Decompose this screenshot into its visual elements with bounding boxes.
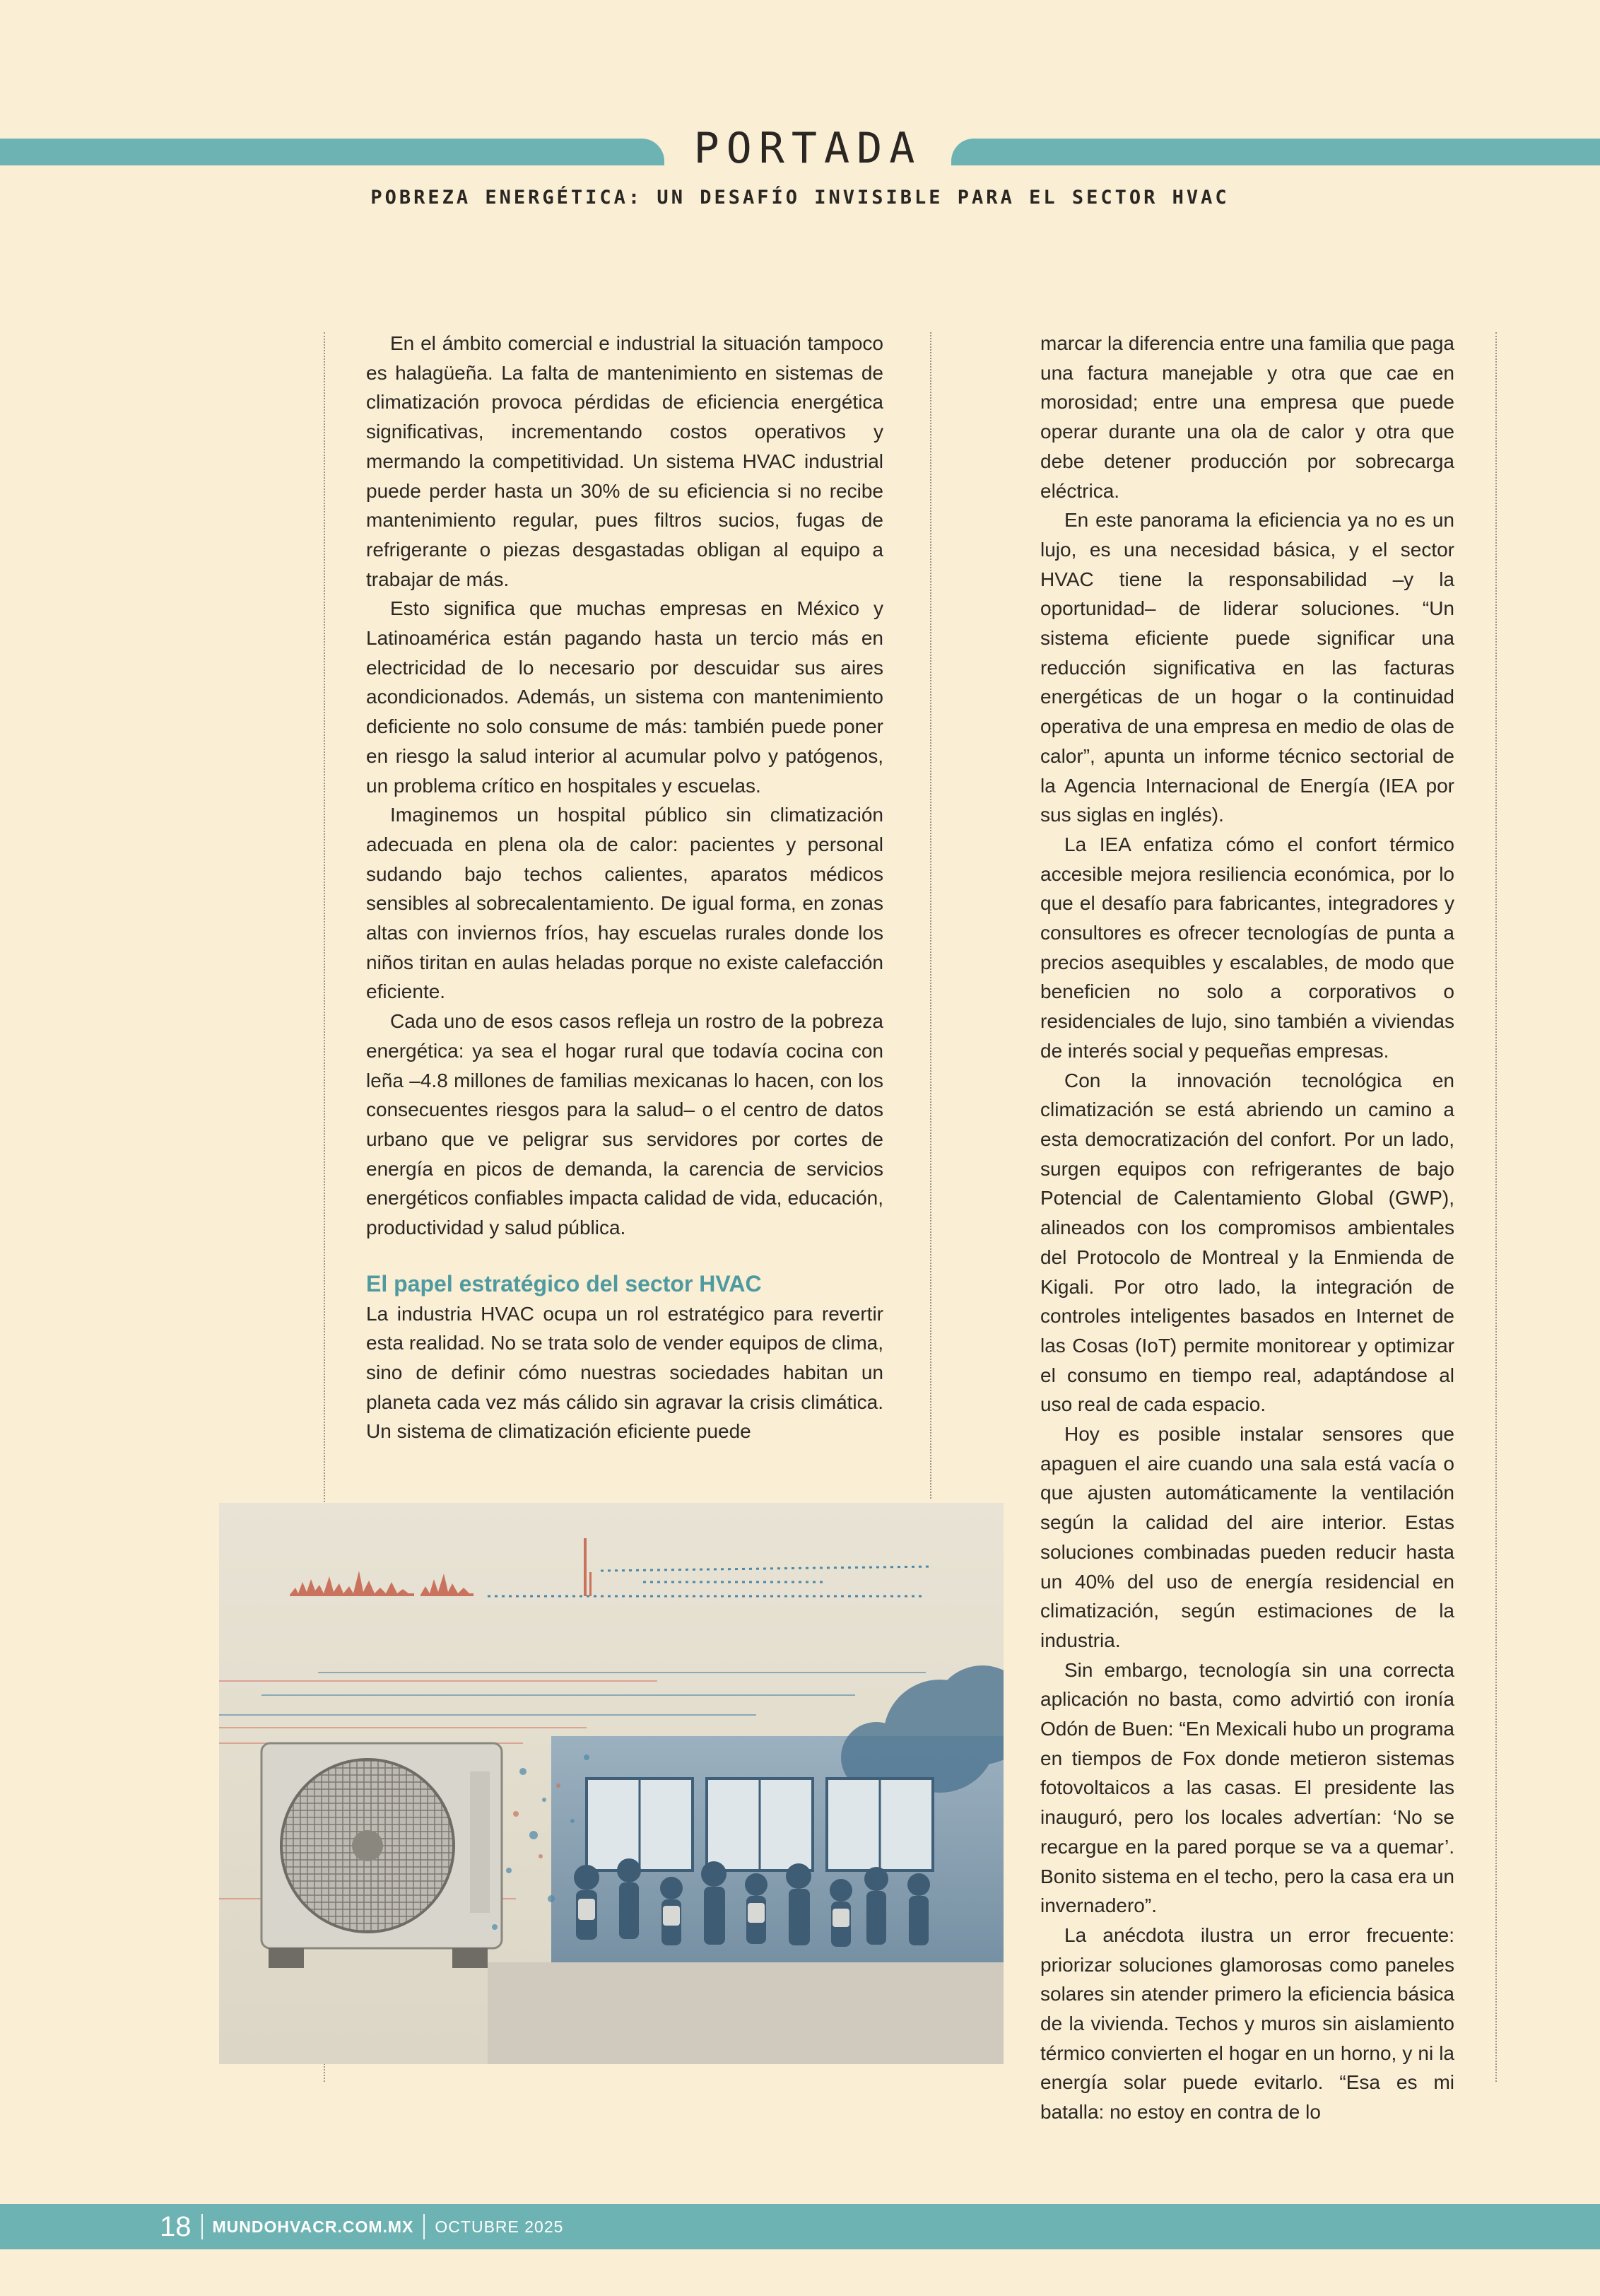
paragraph: Esto significa que muchas empresas en México y Latinoamérica están pagando hasta un tercio más en electricidad de lo necesario por descuidar sus aires acondicionados. Además, un sistema con mantenimiento deficiente no solo consume de más: también puede poner en riesgo la salud interior al acumular polvo y patógenos, un problema crítico en hospitales y escuelas. [366, 597, 883, 797]
article-column-right [1040, 329, 1454, 2127]
ac-unit [261, 1743, 502, 1968]
paragraph: Sin embargo, tecnología sin una correcta aplicación no basta, como advirtió con ironía Odón de Buen: “En Mexicali hubo un programa en tiempos de Fox donde metieron sistemas fotovoltaicos a las casas. El presidente las inauguró, pero los locales advertían: ‘No se recargue en la pared porque se va a quemar’. Bonito sistema en el techo, pero la casa era un invernadero”. [1040, 1658, 1454, 1917]
page-footer [160, 2204, 563, 2249]
header-band-right [951, 139, 1600, 165]
site-link[interactable]: MUNDOHVACR.COM.MX [212, 2217, 414, 2236]
paragraph: En este panorama la eficiencia ya no es un lujo, es una necesidad básica, y el sector HVAC tiene la responsabilidad –y la oportunidad– de liderar soluciones. “Un sistema eficiente puede significar una reducción significativa en las facturas energéticas de un hogar o la continuidad operativa de una empresa en medio de olas de calor”, apunta un informe técnico sectorial de la Agencia Internacional de Energía (IEA por sus siglas en inglés). [1040, 509, 1454, 826]
article-subtitle: POBREZA ENERGÉTICA: UN DESAFÍO INVISIBLE PARA EL SECTOR HVAC [370, 187, 1230, 209]
footer-divider [423, 2214, 425, 2239]
page-number: 18 [160, 2210, 192, 2242]
column-rule-right [1495, 332, 1497, 2082]
footer-divider [201, 2214, 203, 2239]
article-column-left [366, 329, 883, 1446]
column-rule-middle [930, 332, 931, 1499]
paragraph: En el ámbito comercial e industrial la situación tampoco es halagüeña. La falta de mantenimiento en sistemas de climatización provoca pérdidas de eficiencia energética significativas, incrementando costos operativos y mermando la competitividad. Un sistema HVAC industrial puede perder hasta un 30% de su eficiencia si no recibe mantenimiento regular, pues filtros sucios, fugas de refrigerante o piezas desgastadas obligan al equipo a trabajar de más. [366, 332, 883, 590]
paragraph: Hoy es posible instalar sensores que apaguen el aire cuando una sala está vacía o que ajusten automáticamente la ventilación según la calidad del aire interior. Estas soluciones combinadas pueden reducir hasta un 40% del uso de energía residencial en climatización, según estimaciones de la industria. [1040, 1423, 1454, 1651]
paragraph: La IEA enfatiza cómo el confort térmico accesible mejora resiliencia económica, por lo que el desafío para fabricantes, integradores y consultores es ofrecer tecnologías de punta a precios asequibles y escalables, de modo que beneficien no solo a corporativos o residenciales de lujo, sino también a viviendas de interés social y pequeñas empresas. [1040, 833, 1454, 1062]
paragraph: Cada uno de esos casos refleja un rostro de la pobreza energética: ya sea el hogar rural que todavía cocina con leña –4.8 millones de familias mexicanas lo hacen, con los consecuentes riesgos para la salud– o el centro de datos urbano que ve peligrar sus servidores por cortes de energía en picos de demanda, la carencia de servicios energéticos confiables impacta calidad de vida, educación, productividad y salud pública. [366, 1010, 883, 1239]
issue-date: OCTUBRE 2025 [435, 2217, 564, 2236]
header-band-left [0, 139, 664, 165]
paragraph: Con la innovación tecnológica en climatización se está abriendo un camino a esta democratización del confort. Por un lado, surgen equipos con refrigerantes de bajo Potencial de Calentamiento Global (GWP), alineados con los compromisos ambientales del Protocolo de Montreal y la Enmienda de Kigali. Por otro lado, la integración de controles inteligentes basados en Internet de las Cosas (IoT) permite monitorear y optimizar el consumo en tiempo real, adaptándose al uso real de cada espacio. [1040, 1069, 1454, 1416]
illustration-ac-unit-children [219, 1503, 1004, 2064]
section-title: PORTADA [693, 124, 922, 173]
section-heading: El papel estratégico del sector HVAC [366, 1270, 762, 1296]
paragraph: La industria HVAC ocupa un rol estratégico para revertir esta realidad. No se trata solo de vender equipos de clima, sino de definir cómo nuestras sociedades habitan un planeta cada vez más cálido sin agravar la crisis climática. Un sistema de climatización eficiente puede [366, 1302, 883, 1443]
paragraph: Imaginemos un hospital público sin climatización adecuada en plena ola de calor: pacientes y personal sudando bajo techos calientes, aparatos médicos sensibles al sobrecalentamiento. De igual forma, en zonas altas con inviernos fríos, hay escuelas rurales donde los niños tiritan en aulas heladas porque no existe calefacción eficiente. [366, 804, 883, 1003]
paragraph-continuation: marcar la diferencia entre una familia que paga una factura manejable y otra que cae en morosidad; entre una empresa que puede operar durante una ola de calor y otra que debe detener producción por sobrecarga eléctrica. [1040, 332, 1454, 502]
paragraph: La anécdota ilustra un error frecuente: priorizar soluciones glamorosas como paneles solares sin atender primero la eficiencia básica de la vivienda. Techos y muros sin aislamiento térmico convierten el hogar en un horno, y ni la energía solar puede evitarlo. “Esa es mi batalla: no estoy en contra de lo [1040, 1923, 1454, 2124]
